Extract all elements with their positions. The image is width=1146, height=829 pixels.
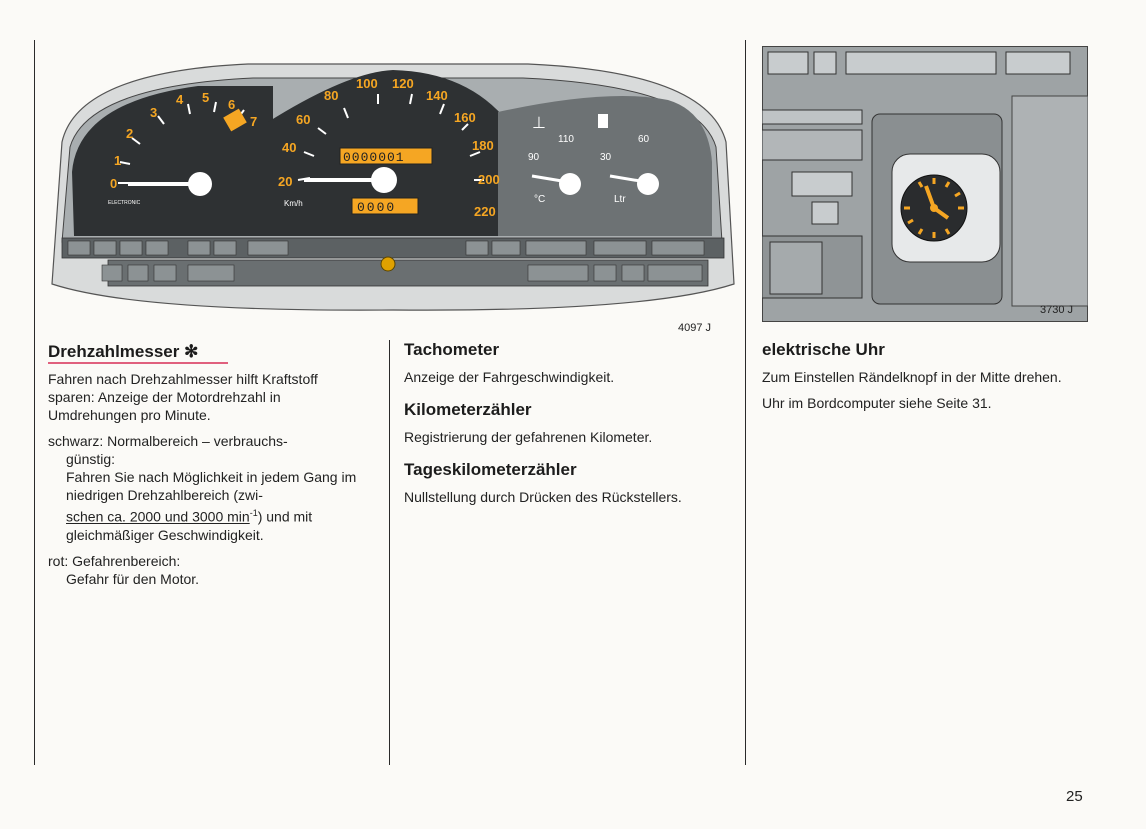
- paragraph-set-clock: Zum Einstellen Rändelknopf in der Mitte drehen.: [762, 369, 1062, 385]
- rpm-range: schen ca. 2000 und 3000 min: [66, 508, 250, 525]
- speed-tick-label: 180: [472, 138, 494, 153]
- speed-tick-label: 160: [454, 110, 476, 125]
- speed-tick-label: 200: [478, 172, 500, 187]
- rev-tick-label: 4: [176, 92, 184, 107]
- label-schwarz: schwarz: Normalbereich – verbrauchs-: [48, 433, 288, 449]
- rev-tick-label: 0: [110, 176, 118, 191]
- rev-tick-label: 5: [202, 90, 210, 105]
- speed-tick-label: 100: [356, 76, 378, 91]
- speed-tick-label: 220: [474, 204, 496, 219]
- heading-kilometerzaehler: Kilometerzähler: [404, 400, 532, 419]
- detail-schwarz-d: gleichmäßiger Geschwindigkeit.: [66, 526, 264, 543]
- heading-tageskilometerzaehler: Tageskilometerzähler: [404, 460, 577, 479]
- rev-tick-label: 3: [150, 105, 158, 120]
- fuel-pump-icon: [598, 114, 608, 128]
- label-rot: rot: Gefahrenbereich:: [48, 552, 181, 569]
- speed-tick-label: 60: [296, 112, 311, 127]
- figure-label-dashboard: 4097 J: [678, 322, 712, 334]
- fuel-tick-label: 30: [600, 152, 612, 163]
- temp-tick-label: 90: [528, 152, 540, 163]
- rev-small-text: ELECTRONIC: [108, 200, 141, 206]
- heading-underline-red: [48, 362, 228, 364]
- clock-illustration: [762, 46, 1088, 322]
- paragraph-board-computer: Uhr im Bordcomputer siehe Seite 31.: [762, 395, 992, 411]
- detail-schwarz-a: Fahren Sie nach Möglichkeit in jedem Gang im niedrigen Drehzahlbereich (zwi-: [66, 469, 357, 503]
- speed-tick-label: 40: [282, 140, 297, 155]
- reset-knob: [381, 257, 395, 271]
- speed-tick-label: 80: [324, 88, 339, 103]
- detail-schwarz-b: [48, 504, 366, 526]
- dashboard-illustration: [48, 52, 738, 314]
- temp-tick-label: 110: [558, 134, 574, 145]
- temp-unit: °C: [534, 194, 546, 205]
- coolant-temp-icon: ⊥: [532, 113, 546, 132]
- rpm-unit-exponent: -1: [249, 508, 258, 518]
- paragraph-trip-reset: Nullstellung durch Drücken des Rückstellers.: [404, 489, 682, 505]
- speed-tick-label: 140: [426, 88, 448, 103]
- column-tachometer-rev: [48, 342, 366, 588]
- heading-tachometer: Tachometer: [404, 340, 500, 359]
- paragraph-fuel-saving: Fahren nach Drehzahlmesser hilft Kraftstoff sparen: Anzeige der Motordrehzahl in Umdrehungen pro Minute.: [48, 371, 318, 423]
- speed-unit: Km/h: [284, 199, 303, 208]
- paragraph-speed-display: Anzeige der Fahrgeschwindigkeit.: [404, 369, 615, 385]
- rev-tick-label: 6: [228, 97, 236, 112]
- rev-tick-label: 1: [114, 153, 122, 168]
- column-rule-left: [34, 40, 35, 765]
- fuel-unit: Ltr: [614, 194, 626, 205]
- detail-rot: Gefahr für den Motor.: [66, 570, 200, 587]
- rev-tick-label: 7: [250, 114, 258, 129]
- column-speedometer: [404, 340, 734, 506]
- column-clock: [762, 340, 1082, 412]
- trip-meter-value: 0000: [357, 200, 397, 215]
- label-schwarz-cont: günstig:: [66, 451, 116, 467]
- page-number: 25: [1066, 788, 1083, 805]
- rev-tick-label: 2: [126, 126, 134, 141]
- detail-schwarz-c: ) und mit: [257, 508, 313, 525]
- speed-tick-label: 120: [392, 76, 414, 91]
- paragraph-odometer: Registrierung der gefahrenen Kilometer.: [404, 429, 653, 445]
- heading-drehzahlmesser: Drehzahlmesser ✻: [48, 342, 199, 361]
- speed-tick-label: 20: [278, 174, 293, 189]
- heading-elektrische-uhr: elektrische Uhr: [762, 340, 885, 359]
- column-rule-middle: [389, 340, 390, 765]
- odometer-value: 0000001: [343, 150, 405, 165]
- column-rule-right: [745, 40, 746, 765]
- figure-label-clock: 3730 J: [1040, 304, 1074, 316]
- fuel-tick-label: 60: [638, 134, 650, 145]
